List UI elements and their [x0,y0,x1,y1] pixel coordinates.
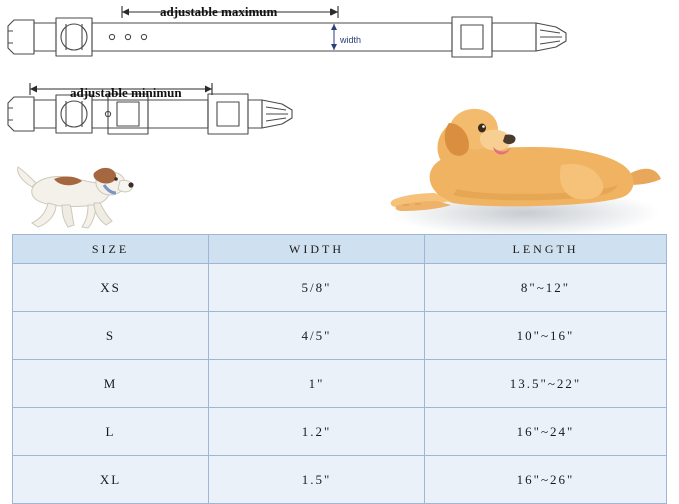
header-size: SIZE [13,235,209,264]
table-row [13,408,667,456]
cell-width: 5/8" [209,264,425,312]
table-row [13,264,667,312]
cell-width: 1" [209,360,425,408]
cell-size: S [13,312,209,360]
cell-width: 1.2" [209,408,425,456]
cell-size: M [13,360,209,408]
cell-size: XL [13,456,209,504]
header-length: LENGTH [425,235,667,264]
cell-length: 13.5"~22" [425,360,667,408]
cell-size: L [13,408,209,456]
lying-golden-retriever-illustration [365,95,665,240]
table-header-row [13,235,667,264]
size-table [12,234,667,504]
table-row [13,456,667,504]
cell-length: 16"~24" [425,408,667,456]
cell-width: 4/5" [209,312,425,360]
width-label: width [340,35,362,45]
cell-length: 8"~12" [425,264,667,312]
adjustable-minimum-label: adjustable minimun [70,85,182,100]
adjustable-maximum-label: adjustable maximum [160,4,278,19]
cell-length: 16"~26" [425,456,667,504]
cell-width: 1.5" [209,456,425,504]
header-width: WIDTH [209,235,425,264]
running-dog-illustration [8,155,138,233]
cell-length: 10"~16" [425,312,667,360]
cell-size: XS [13,264,209,312]
table-row [13,312,667,360]
table-row [13,360,667,408]
